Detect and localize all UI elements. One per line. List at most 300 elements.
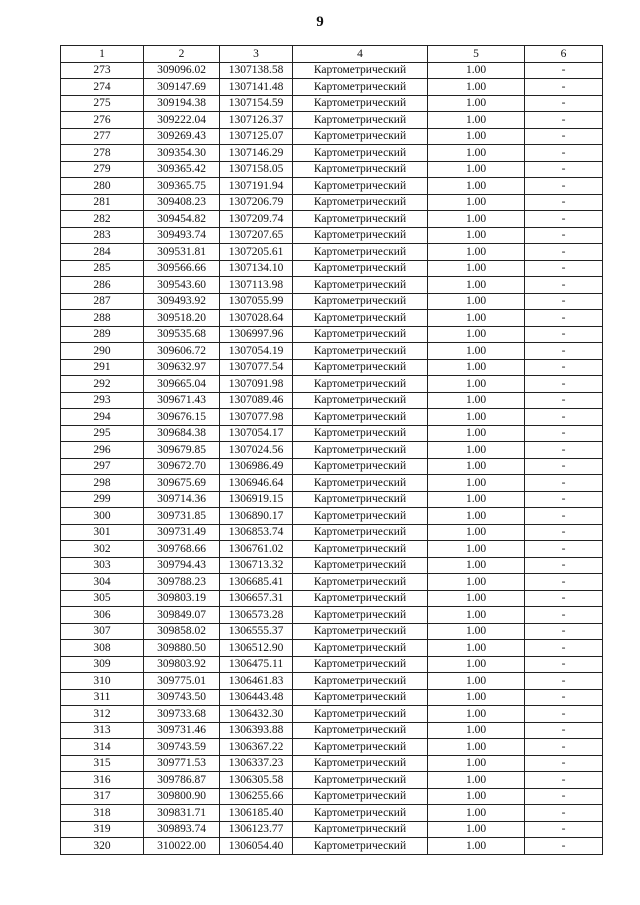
note-cell: - bbox=[525, 194, 603, 211]
method-cell: Картометрический bbox=[293, 343, 428, 360]
method-cell: Картометрический bbox=[293, 376, 428, 393]
table-row bbox=[61, 161, 603, 178]
accuracy-cell: 1.00 bbox=[428, 673, 525, 690]
table-row bbox=[61, 541, 603, 558]
note-cell: - bbox=[525, 128, 603, 145]
note-cell: - bbox=[525, 112, 603, 129]
point-number-cell: 320 bbox=[61, 838, 144, 855]
note-cell: - bbox=[525, 475, 603, 492]
table-row bbox=[61, 590, 603, 607]
method-cell: Картометрический bbox=[293, 293, 428, 310]
table-row bbox=[61, 706, 603, 723]
table-row bbox=[61, 442, 603, 459]
method-cell: Картометрический bbox=[293, 458, 428, 475]
y-coordinate-cell: 1306997.96 bbox=[220, 326, 293, 343]
y-coordinate-cell: 1306393.88 bbox=[220, 722, 293, 739]
note-cell: - bbox=[525, 260, 603, 277]
point-number-cell: 301 bbox=[61, 524, 144, 541]
accuracy-cell: 1.00 bbox=[428, 722, 525, 739]
accuracy-cell: 1.00 bbox=[428, 392, 525, 409]
table-row bbox=[61, 244, 603, 261]
column-header-2: 2 bbox=[144, 46, 220, 63]
table-row bbox=[61, 557, 603, 574]
note-cell: - bbox=[525, 409, 603, 426]
y-coordinate-cell: 1307146.29 bbox=[220, 145, 293, 162]
note-cell: - bbox=[525, 755, 603, 772]
y-coordinate-cell: 1306986.49 bbox=[220, 458, 293, 475]
point-number-cell: 292 bbox=[61, 376, 144, 393]
accuracy-cell: 1.00 bbox=[428, 640, 525, 657]
table-row bbox=[61, 409, 603, 426]
y-coordinate-cell: 1307028.64 bbox=[220, 310, 293, 327]
table-row bbox=[61, 326, 603, 343]
table-row bbox=[61, 293, 603, 310]
table-row bbox=[61, 458, 603, 475]
table-row bbox=[61, 128, 603, 145]
accuracy-cell: 1.00 bbox=[428, 79, 525, 96]
method-cell: Картометрический bbox=[293, 425, 428, 442]
x-coordinate-cell: 309788.23 bbox=[144, 574, 220, 591]
accuracy-cell: 1.00 bbox=[428, 260, 525, 277]
method-cell: Картометрический bbox=[293, 524, 428, 541]
table-row bbox=[61, 475, 603, 492]
accuracy-cell: 1.00 bbox=[428, 161, 525, 178]
method-cell: Картометрический bbox=[293, 656, 428, 673]
point-number-cell: 308 bbox=[61, 640, 144, 657]
method-cell: Картометрический bbox=[293, 409, 428, 426]
note-cell: - bbox=[525, 145, 603, 162]
y-coordinate-cell: 1307055.99 bbox=[220, 293, 293, 310]
note-cell: - bbox=[525, 508, 603, 525]
x-coordinate-cell: 309803.19 bbox=[144, 590, 220, 607]
point-number-cell: 317 bbox=[61, 788, 144, 805]
x-coordinate-cell: 309771.53 bbox=[144, 755, 220, 772]
point-number-cell: 288 bbox=[61, 310, 144, 327]
accuracy-cell: 1.00 bbox=[428, 821, 525, 838]
table-row bbox=[61, 838, 603, 855]
accuracy-cell: 1.00 bbox=[428, 211, 525, 228]
method-cell: Картометрический bbox=[293, 95, 428, 112]
method-cell: Картометрический bbox=[293, 194, 428, 211]
accuracy-cell: 1.00 bbox=[428, 491, 525, 508]
y-coordinate-cell: 1306512.90 bbox=[220, 640, 293, 657]
point-number-cell: 307 bbox=[61, 623, 144, 640]
table-row bbox=[61, 260, 603, 277]
point-number-cell: 273 bbox=[61, 62, 144, 79]
y-coordinate-cell: 1307024.56 bbox=[220, 442, 293, 459]
method-cell: Картометрический bbox=[293, 161, 428, 178]
note-cell: - bbox=[525, 524, 603, 541]
y-coordinate-cell: 1306255.66 bbox=[220, 788, 293, 805]
accuracy-cell: 1.00 bbox=[428, 359, 525, 376]
table-row bbox=[61, 821, 603, 838]
method-cell: Картометрический bbox=[293, 755, 428, 772]
x-coordinate-cell: 309632.97 bbox=[144, 359, 220, 376]
accuracy-cell: 1.00 bbox=[428, 739, 525, 756]
point-number-cell: 311 bbox=[61, 689, 144, 706]
accuracy-cell: 1.00 bbox=[428, 112, 525, 129]
method-cell: Картометрический bbox=[293, 392, 428, 409]
x-coordinate-cell: 309147.69 bbox=[144, 79, 220, 96]
point-number-cell: 304 bbox=[61, 574, 144, 591]
accuracy-cell: 1.00 bbox=[428, 706, 525, 723]
method-cell: Картометрический bbox=[293, 145, 428, 162]
y-coordinate-cell: 1306461.83 bbox=[220, 673, 293, 690]
y-coordinate-cell: 1307113.98 bbox=[220, 277, 293, 294]
method-cell: Картометрический bbox=[293, 821, 428, 838]
table-row bbox=[61, 524, 603, 541]
point-number-cell: 286 bbox=[61, 277, 144, 294]
note-cell: - bbox=[525, 607, 603, 624]
table-row bbox=[61, 145, 603, 162]
accuracy-cell: 1.00 bbox=[428, 194, 525, 211]
accuracy-cell: 1.00 bbox=[428, 475, 525, 492]
accuracy-cell: 1.00 bbox=[428, 62, 525, 79]
y-coordinate-cell: 1306853.74 bbox=[220, 524, 293, 541]
point-number-cell: 275 bbox=[61, 95, 144, 112]
point-number-cell: 276 bbox=[61, 112, 144, 129]
method-cell: Картометрический bbox=[293, 541, 428, 558]
y-coordinate-cell: 1306919.15 bbox=[220, 491, 293, 508]
accuracy-cell: 1.00 bbox=[428, 574, 525, 591]
method-cell: Картометрический bbox=[293, 805, 428, 822]
point-number-cell: 279 bbox=[61, 161, 144, 178]
x-coordinate-cell: 309665.04 bbox=[144, 376, 220, 393]
note-cell: - bbox=[525, 211, 603, 228]
x-coordinate-cell: 309786.87 bbox=[144, 772, 220, 789]
coordinates-table bbox=[60, 45, 603, 855]
x-coordinate-cell: 309800.90 bbox=[144, 788, 220, 805]
method-cell: Картометрический bbox=[293, 475, 428, 492]
point-number-cell: 294 bbox=[61, 409, 144, 426]
note-cell: - bbox=[525, 805, 603, 822]
accuracy-cell: 1.00 bbox=[428, 293, 525, 310]
y-coordinate-cell: 1307134.10 bbox=[220, 260, 293, 277]
y-coordinate-cell: 1307209.74 bbox=[220, 211, 293, 228]
y-coordinate-cell: 1306555.37 bbox=[220, 623, 293, 640]
table-row bbox=[61, 491, 603, 508]
note-cell: - bbox=[525, 392, 603, 409]
table-row bbox=[61, 574, 603, 591]
x-coordinate-cell: 309849.07 bbox=[144, 607, 220, 624]
point-number-cell: 277 bbox=[61, 128, 144, 145]
y-coordinate-cell: 1307158.05 bbox=[220, 161, 293, 178]
x-coordinate-cell: 309408.23 bbox=[144, 194, 220, 211]
x-coordinate-cell: 309733.68 bbox=[144, 706, 220, 723]
point-number-cell: 280 bbox=[61, 178, 144, 195]
point-number-cell: 291 bbox=[61, 359, 144, 376]
note-cell: - bbox=[525, 79, 603, 96]
x-coordinate-cell: 309454.82 bbox=[144, 211, 220, 228]
x-coordinate-cell: 309676.15 bbox=[144, 409, 220, 426]
point-number-cell: 274 bbox=[61, 79, 144, 96]
accuracy-cell: 1.00 bbox=[428, 607, 525, 624]
x-coordinate-cell: 309684.38 bbox=[144, 425, 220, 442]
table-row bbox=[61, 755, 603, 772]
y-coordinate-cell: 1307138.58 bbox=[220, 62, 293, 79]
point-number-cell: 296 bbox=[61, 442, 144, 459]
accuracy-cell: 1.00 bbox=[428, 95, 525, 112]
x-coordinate-cell: 309365.42 bbox=[144, 161, 220, 178]
method-cell: Картометрический bbox=[293, 706, 428, 723]
table-row bbox=[61, 623, 603, 640]
note-cell: - bbox=[525, 491, 603, 508]
method-cell: Картометрический bbox=[293, 739, 428, 756]
x-coordinate-cell: 309354.30 bbox=[144, 145, 220, 162]
y-coordinate-cell: 1306305.58 bbox=[220, 772, 293, 789]
x-coordinate-cell: 309679.85 bbox=[144, 442, 220, 459]
method-cell: Картометрический bbox=[293, 508, 428, 525]
point-number-cell: 310 bbox=[61, 673, 144, 690]
note-cell: - bbox=[525, 788, 603, 805]
point-number-cell: 306 bbox=[61, 607, 144, 624]
accuracy-cell: 1.00 bbox=[428, 805, 525, 822]
method-cell: Картометрический bbox=[293, 79, 428, 96]
point-number-cell: 305 bbox=[61, 590, 144, 607]
x-coordinate-cell: 309606.72 bbox=[144, 343, 220, 360]
x-coordinate-cell: 309672.70 bbox=[144, 458, 220, 475]
y-coordinate-cell: 1307141.48 bbox=[220, 79, 293, 96]
point-number-cell: 290 bbox=[61, 343, 144, 360]
note-cell: - bbox=[525, 838, 603, 855]
note-cell: - bbox=[525, 277, 603, 294]
point-number-cell: 285 bbox=[61, 260, 144, 277]
y-coordinate-cell: 1307077.98 bbox=[220, 409, 293, 426]
point-number-cell: 309 bbox=[61, 656, 144, 673]
accuracy-cell: 1.00 bbox=[428, 244, 525, 261]
point-number-cell: 315 bbox=[61, 755, 144, 772]
point-number-cell: 299 bbox=[61, 491, 144, 508]
y-coordinate-cell: 1306054.40 bbox=[220, 838, 293, 855]
y-coordinate-cell: 1306657.31 bbox=[220, 590, 293, 607]
method-cell: Картометрический bbox=[293, 178, 428, 195]
table-row bbox=[61, 211, 603, 228]
method-cell: Картометрический bbox=[293, 590, 428, 607]
table-row bbox=[61, 310, 603, 327]
table-row bbox=[61, 376, 603, 393]
point-number-cell: 318 bbox=[61, 805, 144, 822]
method-cell: Картометрический bbox=[293, 227, 428, 244]
method-cell: Картометрический bbox=[293, 326, 428, 343]
table-row bbox=[61, 772, 603, 789]
note-cell: - bbox=[525, 95, 603, 112]
table-row bbox=[61, 673, 603, 690]
y-coordinate-cell: 1306337.23 bbox=[220, 755, 293, 772]
table-row bbox=[61, 227, 603, 244]
point-number-cell: 316 bbox=[61, 772, 144, 789]
y-coordinate-cell: 1307126.37 bbox=[220, 112, 293, 129]
table-row bbox=[61, 79, 603, 96]
y-coordinate-cell: 1306443.48 bbox=[220, 689, 293, 706]
x-coordinate-cell: 309671.43 bbox=[144, 392, 220, 409]
accuracy-cell: 1.00 bbox=[428, 788, 525, 805]
note-cell: - bbox=[525, 772, 603, 789]
point-number-cell: 284 bbox=[61, 244, 144, 261]
note-cell: - bbox=[525, 293, 603, 310]
point-number-cell: 278 bbox=[61, 145, 144, 162]
note-cell: - bbox=[525, 739, 603, 756]
method-cell: Картометрический bbox=[293, 640, 428, 657]
note-cell: - bbox=[525, 343, 603, 360]
x-coordinate-cell: 310022.00 bbox=[144, 838, 220, 855]
point-number-cell: 297 bbox=[61, 458, 144, 475]
x-coordinate-cell: 309775.01 bbox=[144, 673, 220, 690]
accuracy-cell: 1.00 bbox=[428, 128, 525, 145]
y-coordinate-cell: 1306123.77 bbox=[220, 821, 293, 838]
column-header-3: 3 bbox=[220, 46, 293, 63]
page-number: 9 bbox=[316, 14, 324, 30]
point-number-cell: 282 bbox=[61, 211, 144, 228]
table-row bbox=[61, 194, 603, 211]
column-header-6: 6 bbox=[525, 46, 603, 63]
x-coordinate-cell: 309803.92 bbox=[144, 656, 220, 673]
table-row bbox=[61, 359, 603, 376]
y-coordinate-cell: 1306946.64 bbox=[220, 475, 293, 492]
x-coordinate-cell: 309893.74 bbox=[144, 821, 220, 838]
method-cell: Картометрический bbox=[293, 112, 428, 129]
table-row bbox=[61, 788, 603, 805]
x-coordinate-cell: 309566.66 bbox=[144, 260, 220, 277]
method-cell: Картометрический bbox=[293, 359, 428, 376]
table-row bbox=[61, 640, 603, 657]
note-cell: - bbox=[525, 326, 603, 343]
note-cell: - bbox=[525, 359, 603, 376]
x-coordinate-cell: 309794.43 bbox=[144, 557, 220, 574]
x-coordinate-cell: 309531.81 bbox=[144, 244, 220, 261]
point-number-cell: 319 bbox=[61, 821, 144, 838]
note-cell: - bbox=[525, 227, 603, 244]
x-coordinate-cell: 309365.75 bbox=[144, 178, 220, 195]
accuracy-cell: 1.00 bbox=[428, 508, 525, 525]
method-cell: Картометрический bbox=[293, 772, 428, 789]
x-coordinate-cell: 309743.50 bbox=[144, 689, 220, 706]
accuracy-cell: 1.00 bbox=[428, 326, 525, 343]
y-coordinate-cell: 1307206.79 bbox=[220, 194, 293, 211]
y-coordinate-cell: 1307077.54 bbox=[220, 359, 293, 376]
accuracy-cell: 1.00 bbox=[428, 376, 525, 393]
method-cell: Картометрический bbox=[293, 557, 428, 574]
x-coordinate-cell: 309731.85 bbox=[144, 508, 220, 525]
x-coordinate-cell: 309714.36 bbox=[144, 491, 220, 508]
method-cell: Картометрический bbox=[293, 607, 428, 624]
point-number-cell: 302 bbox=[61, 541, 144, 558]
point-number-cell: 313 bbox=[61, 722, 144, 739]
y-coordinate-cell: 1307207.65 bbox=[220, 227, 293, 244]
accuracy-cell: 1.00 bbox=[428, 772, 525, 789]
accuracy-cell: 1.00 bbox=[428, 590, 525, 607]
note-cell: - bbox=[525, 161, 603, 178]
table-row bbox=[61, 178, 603, 195]
note-cell: - bbox=[525, 310, 603, 327]
note-cell: - bbox=[525, 640, 603, 657]
point-number-cell: 303 bbox=[61, 557, 144, 574]
y-coordinate-cell: 1306713.32 bbox=[220, 557, 293, 574]
point-number-cell: 300 bbox=[61, 508, 144, 525]
method-cell: Картометрический bbox=[293, 244, 428, 261]
table-row bbox=[61, 656, 603, 673]
note-cell: - bbox=[525, 821, 603, 838]
point-number-cell: 293 bbox=[61, 392, 144, 409]
method-cell: Картометрический bbox=[293, 722, 428, 739]
method-cell: Картометрический bbox=[293, 491, 428, 508]
table-row bbox=[61, 508, 603, 525]
table-body bbox=[61, 62, 603, 854]
note-cell: - bbox=[525, 244, 603, 261]
note-cell: - bbox=[525, 689, 603, 706]
y-coordinate-cell: 1307205.61 bbox=[220, 244, 293, 261]
point-number-cell: 312 bbox=[61, 706, 144, 723]
table-row bbox=[61, 689, 603, 706]
point-number-cell: 287 bbox=[61, 293, 144, 310]
x-coordinate-cell: 309518.20 bbox=[144, 310, 220, 327]
point-number-cell: 298 bbox=[61, 475, 144, 492]
x-coordinate-cell: 309675.69 bbox=[144, 475, 220, 492]
accuracy-cell: 1.00 bbox=[428, 277, 525, 294]
y-coordinate-cell: 1306685.41 bbox=[220, 574, 293, 591]
accuracy-cell: 1.00 bbox=[428, 458, 525, 475]
x-coordinate-cell: 309194.38 bbox=[144, 95, 220, 112]
x-coordinate-cell: 309535.68 bbox=[144, 326, 220, 343]
x-coordinate-cell: 309543.60 bbox=[144, 277, 220, 294]
method-cell: Картометрический bbox=[293, 838, 428, 855]
accuracy-cell: 1.00 bbox=[428, 409, 525, 426]
point-number-cell: 281 bbox=[61, 194, 144, 211]
table-row bbox=[61, 343, 603, 360]
y-coordinate-cell: 1306432.30 bbox=[220, 706, 293, 723]
accuracy-cell: 1.00 bbox=[428, 656, 525, 673]
x-coordinate-cell: 309493.92 bbox=[144, 293, 220, 310]
note-cell: - bbox=[525, 656, 603, 673]
point-number-cell: 314 bbox=[61, 739, 144, 756]
x-coordinate-cell: 309831.71 bbox=[144, 805, 220, 822]
x-coordinate-cell: 309858.02 bbox=[144, 623, 220, 640]
y-coordinate-cell: 1306890.17 bbox=[220, 508, 293, 525]
table-row bbox=[61, 112, 603, 129]
accuracy-cell: 1.00 bbox=[428, 524, 525, 541]
note-cell: - bbox=[525, 673, 603, 690]
x-coordinate-cell: 309731.49 bbox=[144, 524, 220, 541]
x-coordinate-cell: 309096.02 bbox=[144, 62, 220, 79]
accuracy-cell: 1.00 bbox=[428, 838, 525, 855]
method-cell: Картометрический bbox=[293, 211, 428, 228]
x-coordinate-cell: 309222.04 bbox=[144, 112, 220, 129]
method-cell: Картометрический bbox=[293, 623, 428, 640]
table-row bbox=[61, 95, 603, 112]
table-row bbox=[61, 722, 603, 739]
y-coordinate-cell: 1306573.28 bbox=[220, 607, 293, 624]
y-coordinate-cell: 1306185.40 bbox=[220, 805, 293, 822]
y-coordinate-cell: 1307089.46 bbox=[220, 392, 293, 409]
table-row bbox=[61, 425, 603, 442]
note-cell: - bbox=[525, 557, 603, 574]
column-header-5: 5 bbox=[428, 46, 525, 63]
y-coordinate-cell: 1307191.94 bbox=[220, 178, 293, 195]
accuracy-cell: 1.00 bbox=[428, 623, 525, 640]
note-cell: - bbox=[525, 425, 603, 442]
method-cell: Картометрический bbox=[293, 574, 428, 591]
accuracy-cell: 1.00 bbox=[428, 442, 525, 459]
table-row bbox=[61, 277, 603, 294]
note-cell: - bbox=[525, 178, 603, 195]
table-row bbox=[61, 62, 603, 79]
table-row bbox=[61, 739, 603, 756]
accuracy-cell: 1.00 bbox=[428, 541, 525, 558]
note-cell: - bbox=[525, 590, 603, 607]
method-cell: Картометрический bbox=[293, 689, 428, 706]
note-cell: - bbox=[525, 458, 603, 475]
table-row bbox=[61, 607, 603, 624]
y-coordinate-cell: 1306367.22 bbox=[220, 739, 293, 756]
